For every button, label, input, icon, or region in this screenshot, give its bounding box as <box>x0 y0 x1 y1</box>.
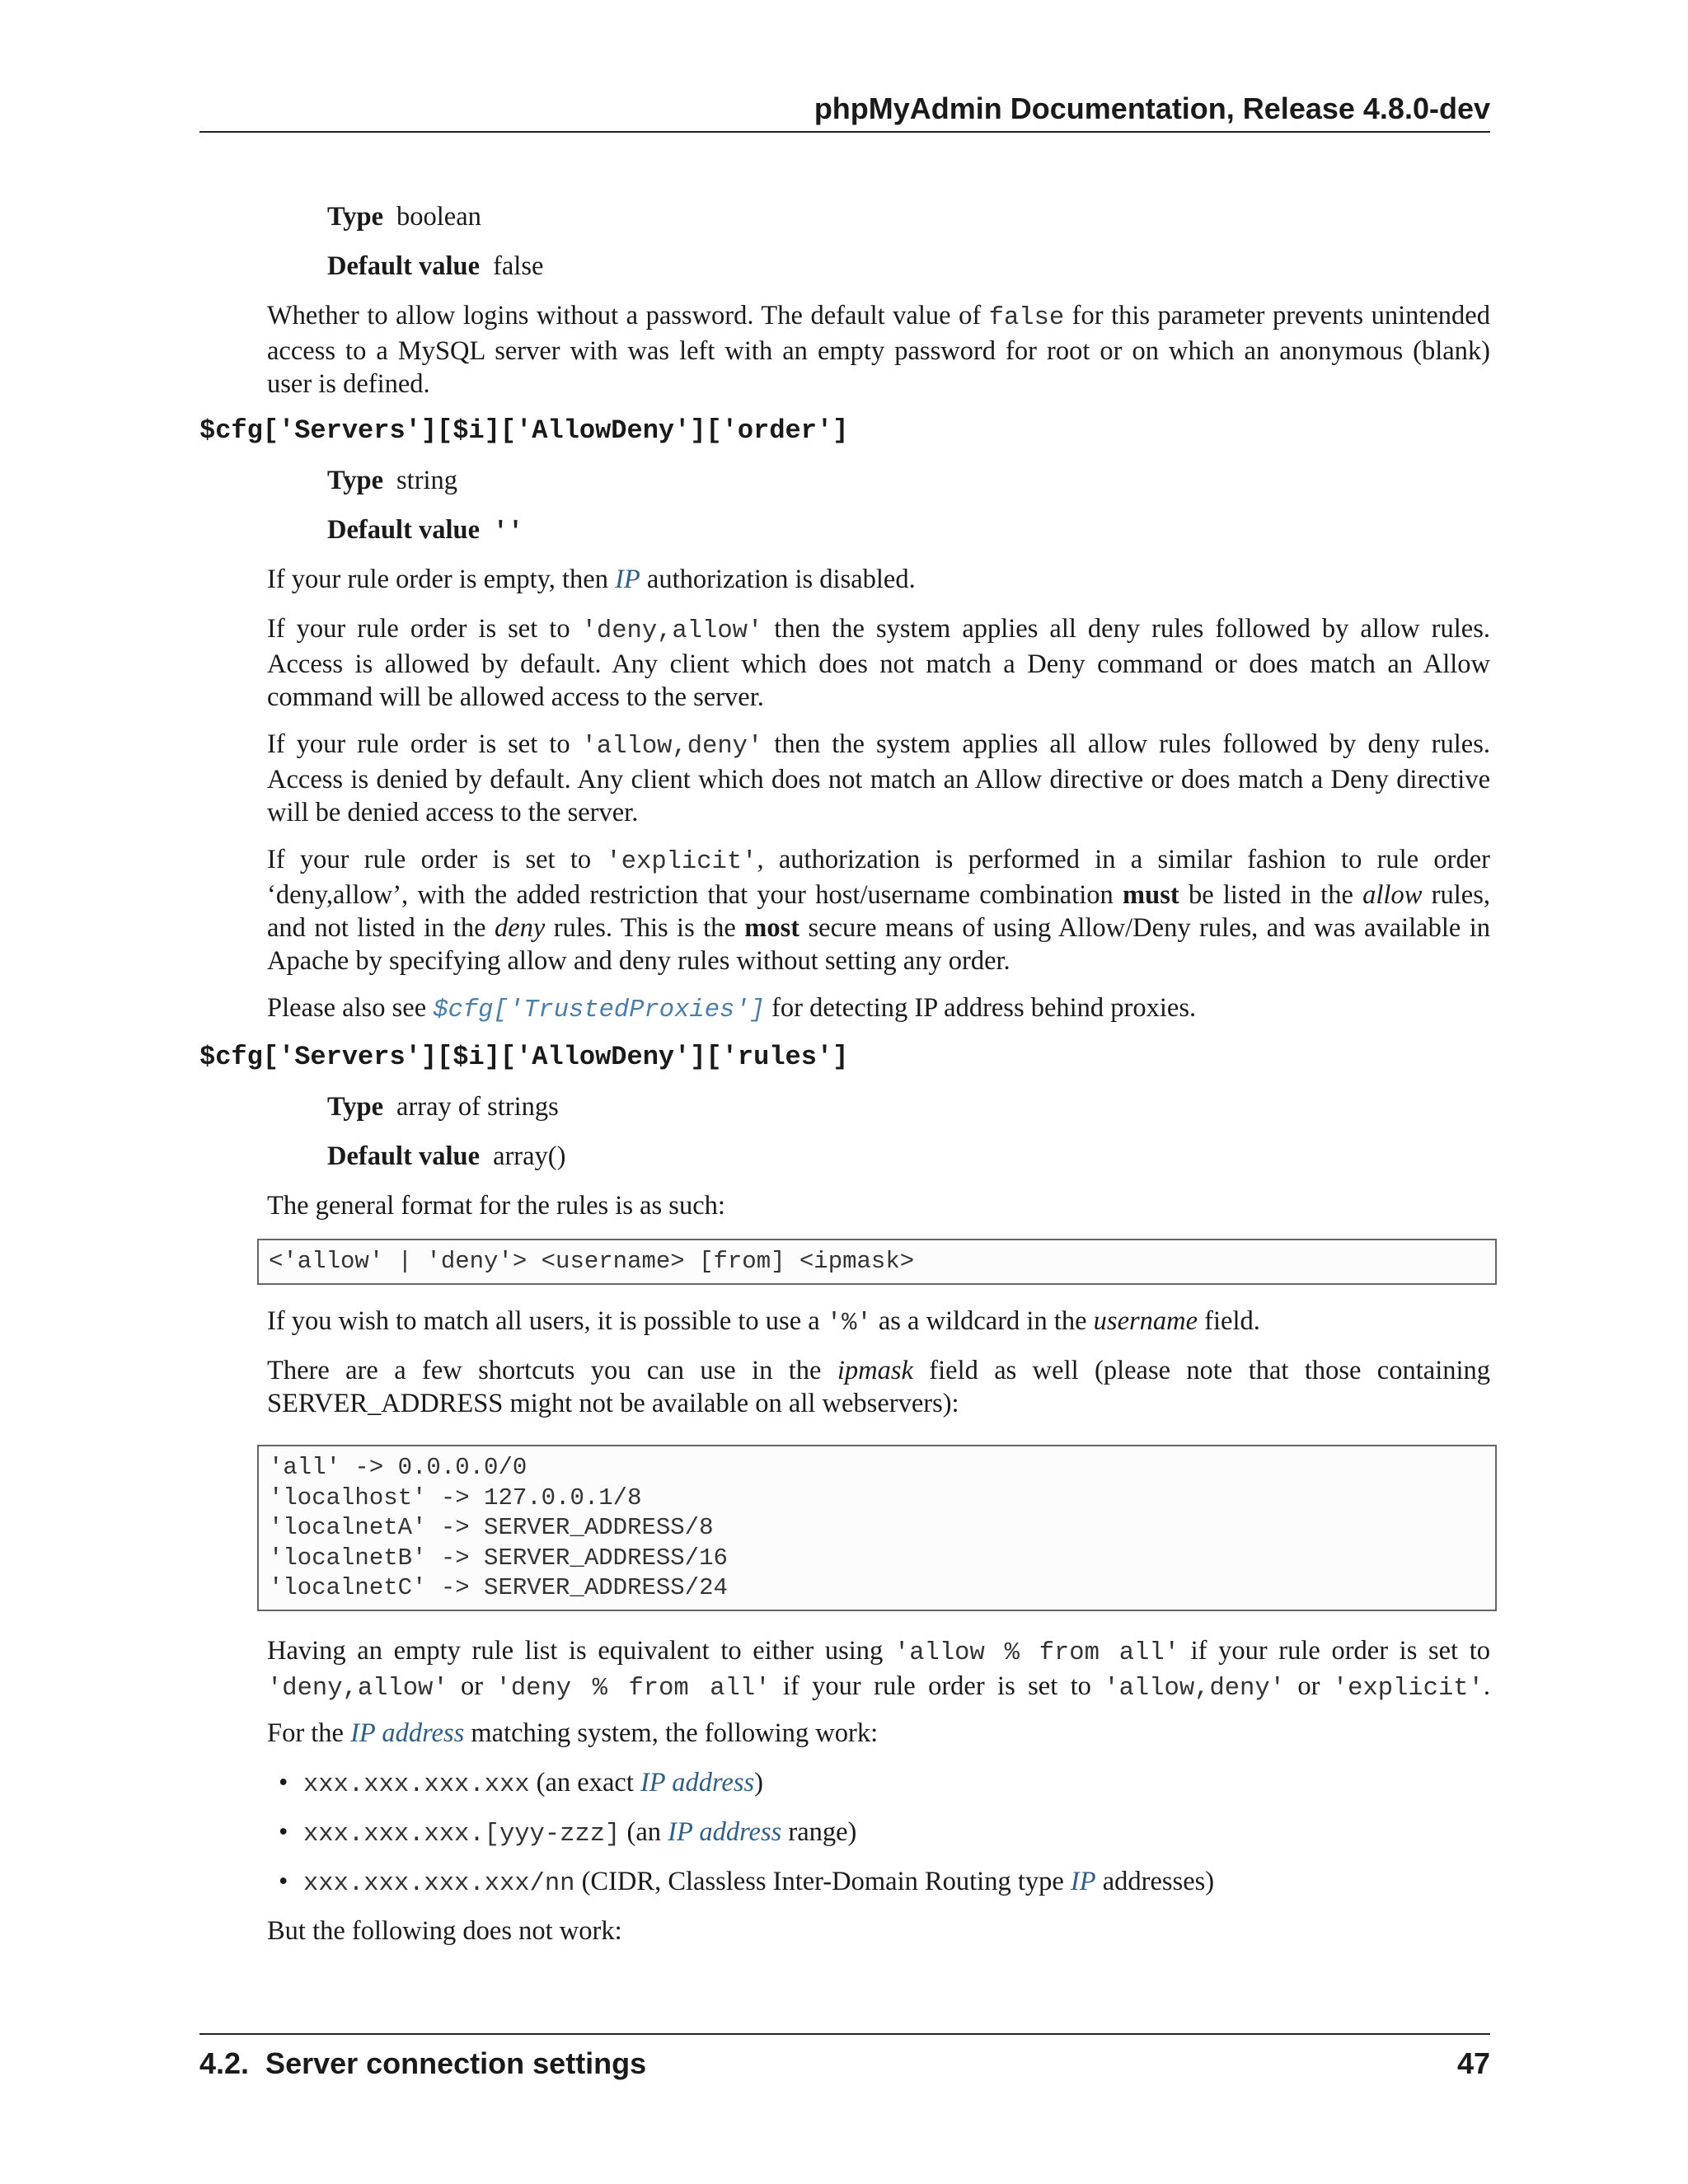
default-value: array() <box>493 1141 566 1171</box>
type-field <box>327 464 457 497</box>
type-value: array of strings <box>396 1092 559 1122</box>
paragraph: If your rule order is set to 'explicit', authorization is performed in a similar fashion to rule order ‘deny,allow’, with the added restriction that your host/username combination must be listed in the allow rules, and not listed in the deny rules. This is the most secure means of using Allow/Deny rules, and was available in Apache by specifying allow and deny rules without setting any order. <box>267 845 1490 976</box>
config-signature-order: $cfg['Servers'][$i]['AllowDeny']['order'] <box>199 415 849 446</box>
list-item: • xxx.xxx.xxx.xxx/nn (CIDR, Classless Inter-Domain Routing type IP addresses) <box>303 1865 1214 1900</box>
type-label: Type <box>327 1092 384 1122</box>
default-label: Default value <box>327 1141 481 1171</box>
inline-code: 'explicit' <box>606 848 757 876</box>
type-value: boolean <box>396 202 481 232</box>
default-field <box>327 513 523 549</box>
code-block: <'allow' | 'deny'> <username> [from] <ipmask> <box>257 1239 1497 1285</box>
document-title: phpMyAdmin Documentation, Release 4.8.0-dev <box>814 91 1490 125</box>
type-value: string <box>396 466 458 495</box>
allow-no-password-description: Whether to allow logins without a password. The default value of false for this parameter prevents unintended access to a MySQL server with was left with an empty password for root or on which an anonymous (blank) user is defined. <box>267 301 1490 399</box>
page-number: 47 <box>1456 2046 1490 2080</box>
inline-code: false <box>988 304 1065 332</box>
paragraph: Please also see $cfg['TrustedProxies'] for detecting IP address behind proxies. <box>267 993 1197 1024</box>
inline-code: '%' <box>826 1310 872 1338</box>
paragraph: If you wish to match all users, it is possible to use a '%' as a wildcard in the username field. <box>267 1306 1260 1338</box>
config-signature-rules: $cfg['Servers'][$i]['AllowDeny']['rules'] <box>199 1042 849 1072</box>
ip-address-link[interactable]: IP address <box>640 1768 755 1797</box>
paragraph: For the IP address matching system, the following work: <box>267 1718 879 1748</box>
type-label: Type <box>327 466 384 495</box>
paragraph: But the following does not work: <box>267 1916 622 1946</box>
default-value: '' <box>493 518 523 546</box>
running-footer <box>199 2033 1490 2081</box>
ip-address-link[interactable]: IP address <box>350 1718 465 1748</box>
paragraph: There are a few shortcuts you can use in the ipmask field as well (please note that those containing SERVER_ADDRESS might not be available on all webservers): <box>267 1356 1490 1418</box>
section-title: 4.2. Server connection settings <box>199 2046 647 2080</box>
paragraph: If your rule order is set to 'deny,allow' then the system applies all deny rules followed by allow rules. Access is allowed by default. Any client which does not match a Deny command or does match an Allow command will be allowed access to the server. <box>267 614 1490 712</box>
inline-code: 'deny,allow' <box>581 617 763 645</box>
code-block-shortcuts: 'all' -> 0.0.0.0/0 'localhost' -> 127.0.0.1/8 'localnetA' -> SERVER_ADDRESS/8 'localnetB' -> SERVER_ADDRESS/16 'localnetC' -> SERVER_ADDRESS/24 <box>257 1445 1497 1611</box>
ip-glossary-link[interactable]: IP <box>615 565 640 594</box>
default-field <box>327 250 543 283</box>
default-value: false <box>493 251 544 281</box>
running-header <box>199 92 1490 133</box>
type-field <box>327 1090 559 1123</box>
ip-address-link[interactable]: IP address <box>668 1817 782 1847</box>
inline-code: 'allow,deny' <box>581 733 763 761</box>
paragraph: The general format for the rules is as such: <box>267 1191 725 1221</box>
default-field <box>327 1140 565 1173</box>
ip-glossary-link[interactable]: IP <box>1070 1867 1096 1896</box>
paragraph: If your rule order is empty, then IP authorization is disabled. <box>267 565 916 594</box>
paragraph: Having an empty rule list is equivalent to either using 'allow % from all' if your rule order is set to 'deny,allow' or 'deny % from all' if your rule order is set to 'allow,deny' or 'explicit'. <box>267 1636 1491 1703</box>
trusted-proxies-link[interactable]: $cfg['TrustedProxies'] <box>433 996 765 1024</box>
type-field <box>327 200 481 233</box>
default-label: Default value <box>327 251 481 281</box>
list-item: • xxx.xxx.xxx.[yyy-zzz] (an IP address range) <box>303 1816 856 1851</box>
paragraph: If your rule order is set to 'allow,deny' then the system applies all allow rules followed by deny rules. Access is denied by default. Any client which does not match an Allow directive or does match a Deny directive will be denied access to the server. <box>267 729 1490 827</box>
list-item: • xxx.xxx.xxx.xxx (an exact IP address) <box>303 1766 763 1802</box>
inline-code: 'allow % from all' <box>893 1639 1179 1667</box>
default-label: Default value <box>327 515 481 545</box>
type-label: Type <box>327 202 384 232</box>
